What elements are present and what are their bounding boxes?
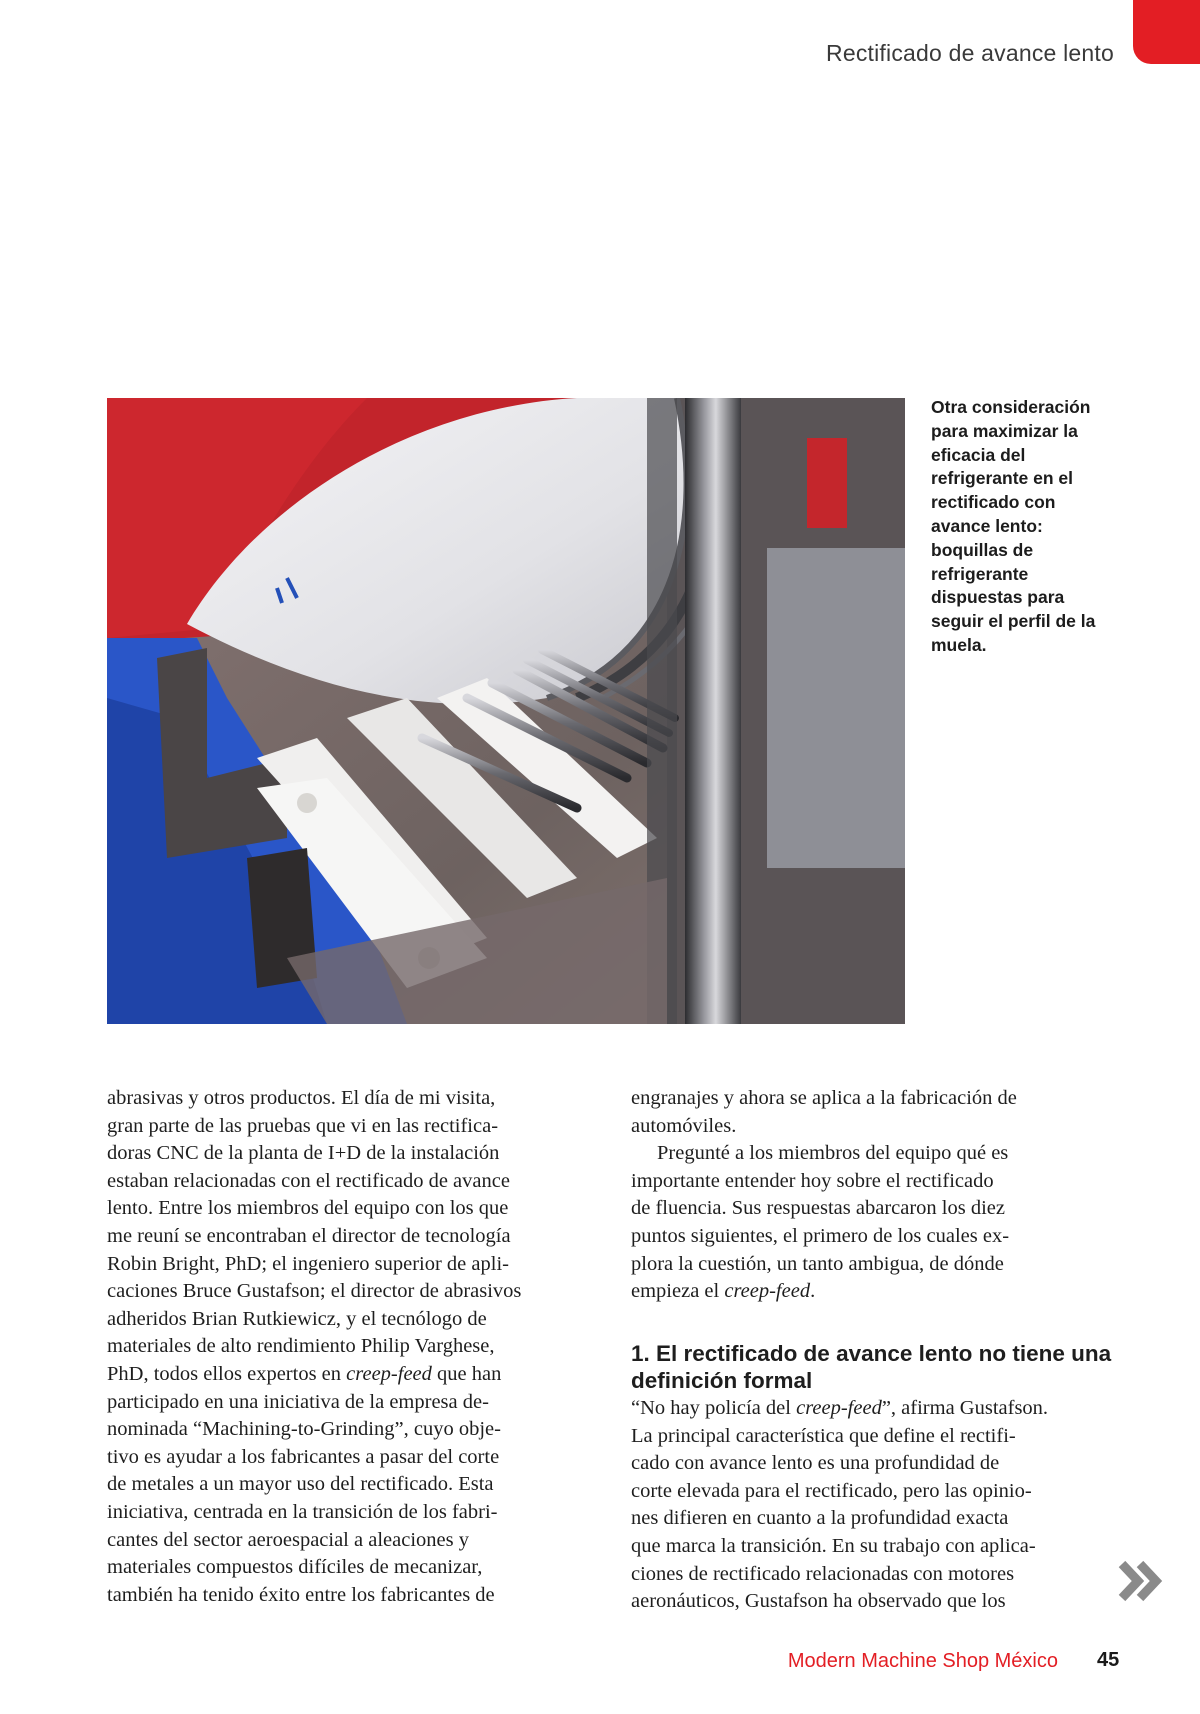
article-column-left bbox=[107, 1085, 602, 1609]
page-number: 45 bbox=[1097, 1649, 1120, 1671]
body-line bbox=[631, 1395, 1121, 1423]
body-line: automóviles. bbox=[631, 1114, 737, 1137]
body-line: cado con avance lento es una profundidad de bbox=[631, 1452, 1000, 1475]
body-line: nes difieren en cuanto a la profundidad exacta bbox=[631, 1507, 1009, 1530]
body-line: plora la cuestión, un tanto ambigua, de dónde bbox=[631, 1252, 1004, 1275]
body-line: cantes del sector aeroespacial a aleaciones y bbox=[107, 1528, 469, 1551]
italic-term: creep-feed bbox=[796, 1396, 882, 1419]
body-paragraph bbox=[631, 1140, 1121, 1306]
body-text: ”, afirma Gustafson. bbox=[881, 1396, 1049, 1419]
italic-term: creep-feed bbox=[724, 1280, 811, 1303]
running-title: Rectificado de avance lento bbox=[826, 40, 1114, 66]
body-line bbox=[107, 1361, 602, 1389]
body-line: ciones de rectificado relacionadas con motores bbox=[631, 1562, 1015, 1585]
magazine-name: Modern Machine Shop México bbox=[787, 1650, 1058, 1672]
body-paragraph bbox=[631, 1395, 1121, 1616]
body-line: nominada “Machining-to-Grinding”, cuyo obje- bbox=[107, 1418, 501, 1441]
body-line: Pregunté a los miembros del equipo qué es bbox=[657, 1142, 1009, 1165]
body-text: . bbox=[810, 1280, 816, 1303]
heading-line: 1. El rectificado de avance lento no tiene una bbox=[631, 1340, 1112, 1366]
body-line: abrasivas y otros productos. El día de mi visita, bbox=[107, 1087, 496, 1109]
body-line: doras CNC de la planta de I+D de la instalación bbox=[107, 1142, 500, 1165]
caption-line: refrigerante bbox=[931, 563, 1029, 584]
caption-line: eficacia del bbox=[931, 444, 1026, 465]
figure-caption bbox=[931, 396, 1121, 658]
heading-line: definición formal bbox=[631, 1368, 813, 1394]
body-line: que marca la transición. En su trabajo con aplica- bbox=[631, 1534, 1036, 1557]
body-line: iniciativa, centrada en la transición de los fabri- bbox=[107, 1500, 498, 1523]
body-line: engranajes y ahora se aplica a la fabricación de bbox=[631, 1087, 1017, 1109]
caption-line: para maximizar la bbox=[931, 420, 1078, 441]
red-corner-tab bbox=[1133, 0, 1200, 64]
caption-line: dispuestas para bbox=[931, 587, 1065, 608]
body-text: “No hay policía del bbox=[631, 1396, 797, 1419]
double-chevron-right-icon[interactable] bbox=[1118, 1556, 1166, 1606]
body-line: gran parte de las pruebas que vi en las rectifica- bbox=[107, 1114, 499, 1137]
body-paragraph bbox=[631, 1085, 1121, 1140]
grinding-wheel-photo bbox=[107, 398, 905, 1024]
caption-line: rectificado con bbox=[931, 492, 1056, 513]
body-line: Robin Bright, PhD; el ingeniero superior de apli- bbox=[107, 1252, 509, 1275]
body-text: PhD, todos ellos expertos en bbox=[107, 1362, 347, 1385]
caption-line: seguir el perfil de la bbox=[931, 611, 1096, 632]
body-line: importante entender hoy sobre el rectificado bbox=[631, 1169, 994, 1192]
body-line: materiales de alto rendimiento Philip Varghese, bbox=[107, 1335, 495, 1358]
body-line: aeronáuticos, Gustafson ha observado que los bbox=[631, 1590, 1006, 1613]
section-heading bbox=[631, 1340, 1121, 1395]
body-line: de metales a un mayor uso del rectificado. Esta bbox=[107, 1473, 494, 1496]
body-line: puntos siguientes, el primero de los cuales ex- bbox=[631, 1224, 1010, 1247]
caption-line: avance lento: bbox=[931, 515, 1043, 536]
italic-term: creep-feed bbox=[346, 1362, 432, 1385]
body-line: adheridos Brian Rutkiewicz, y el tecnólogo de bbox=[107, 1307, 487, 1330]
caption-line: muela. bbox=[931, 634, 987, 655]
caption-line: Otra consideración bbox=[931, 397, 1091, 417]
body-text: que han bbox=[431, 1362, 502, 1385]
body-line bbox=[631, 1278, 1121, 1306]
body-line: caciones Bruce Gustafson; el director de abrasivos bbox=[107, 1280, 522, 1303]
body-paragraph bbox=[107, 1085, 602, 1609]
body-line: lento. Entre los miembros del equipo con los que bbox=[107, 1197, 509, 1220]
body-line: participado en una iniciativa de la empresa de- bbox=[107, 1390, 489, 1413]
body-line: tivo es ayudar a los fabricantes a pasar del corte bbox=[107, 1445, 500, 1468]
body-text: empieza el bbox=[631, 1280, 725, 1303]
body-line: estaban relacionadas con el rectificado de avance bbox=[107, 1169, 510, 1192]
article-column-right bbox=[631, 1085, 1121, 1616]
body-line: materiales compuestos difíciles de mecanizar, bbox=[107, 1556, 483, 1579]
caption-line: refrigerante en el bbox=[931, 468, 1073, 489]
body-line: de fluencia. Sus respuestas abarcaron los diez bbox=[631, 1197, 1005, 1220]
caption-line: boquillas de bbox=[931, 539, 1034, 560]
body-line: corte elevada para el rectificado, pero las opinio- bbox=[631, 1479, 1032, 1502]
body-line: me reuní se encontraban el director de tecnología bbox=[107, 1224, 511, 1247]
body-line: también ha tenido éxito entre los fabricantes de bbox=[107, 1583, 495, 1606]
body-line: La principal característica que define el rectifi- bbox=[631, 1424, 1016, 1447]
